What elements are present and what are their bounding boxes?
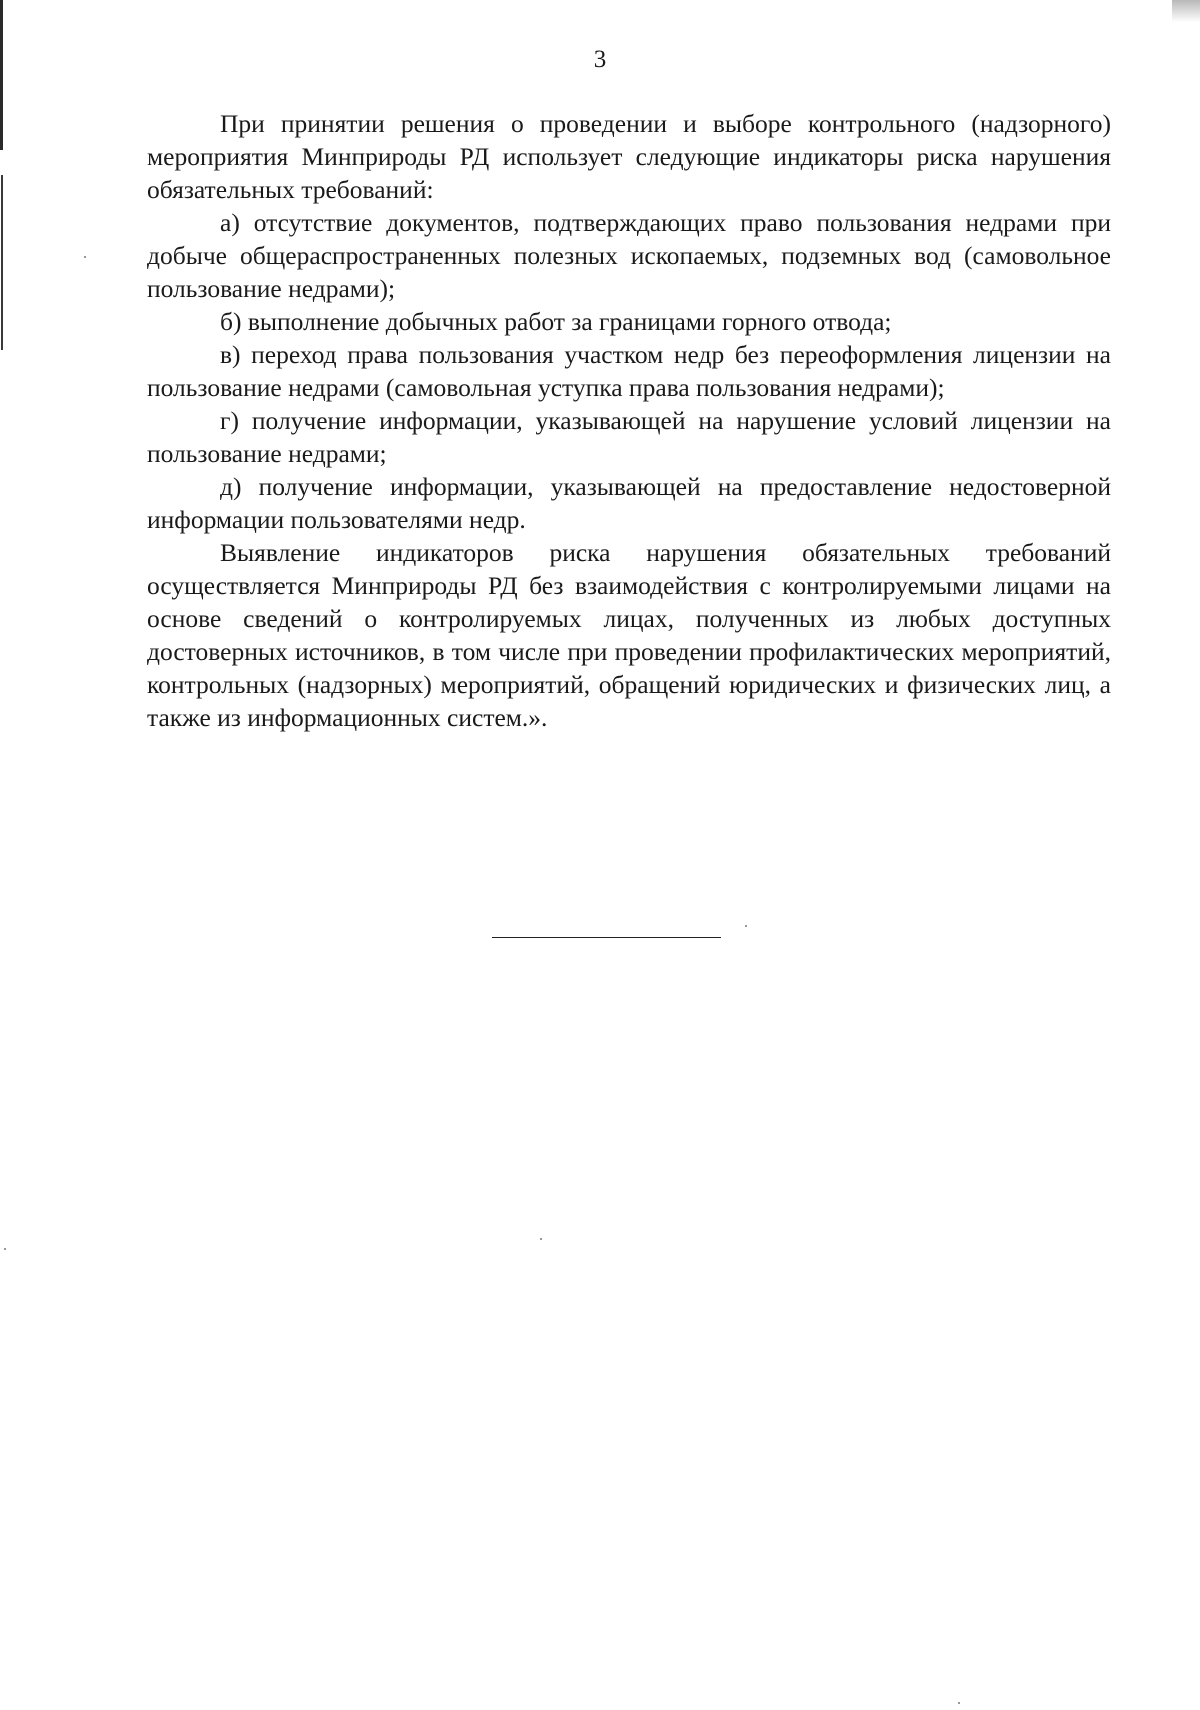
scan-speck (958, 1702, 960, 1704)
list-item-d: д) получение информации, указывающей на предоставление недостоверной информации пользователями недр. (147, 472, 1111, 534)
page-number: 3 (593, 46, 607, 73)
document-body (147, 107, 1111, 734)
list-item-g: г) получение информации, указывающей на нарушение условий лицензии на пользование недрами; (147, 406, 1111, 468)
paragraph-intro: При принятии решения о проведении и выборе контрольного (надзорного) мероприятия Минприроды РД использует следующие индикаторы риска нарушения обязательных требований: (147, 109, 1111, 204)
scan-speck (84, 256, 86, 258)
scan-speck (745, 925, 747, 927)
scan-speck (4, 1248, 6, 1250)
paragraph-conclusion: Выявление индикаторов риска нарушения обязательных требований осуществляется Минприроды РД без взаимодействия с контролируемыми лицами на основе сведений о контролируемых лицах, полученных из любых доступных достоверных источников, в том числе при проведении профилактических мероприятий, контрольных (надзорных) мероприятий, обращений юридических и физических лиц, а также из информационных систем.». (147, 538, 1111, 732)
list-item-b: б) выполнение добычных работ за границами горного отвода; (220, 307, 892, 336)
end-separator-line (492, 937, 721, 938)
scan-speck (540, 1238, 542, 1240)
scan-edge-right (1172, 0, 1200, 22)
scan-edge-left-lower (1, 175, 3, 350)
list-item-a: а) отсутствие документов, подтверждающих право пользования недрами при добыче общераспространенных полезных ископаемых, подземных вод (самовольное пользование недрами); (147, 208, 1111, 303)
list-item-v: в) переход права пользования участком недр без переоформления лицензии на пользование недрами (самовольная уступка права пользования недрами); (147, 340, 1111, 402)
